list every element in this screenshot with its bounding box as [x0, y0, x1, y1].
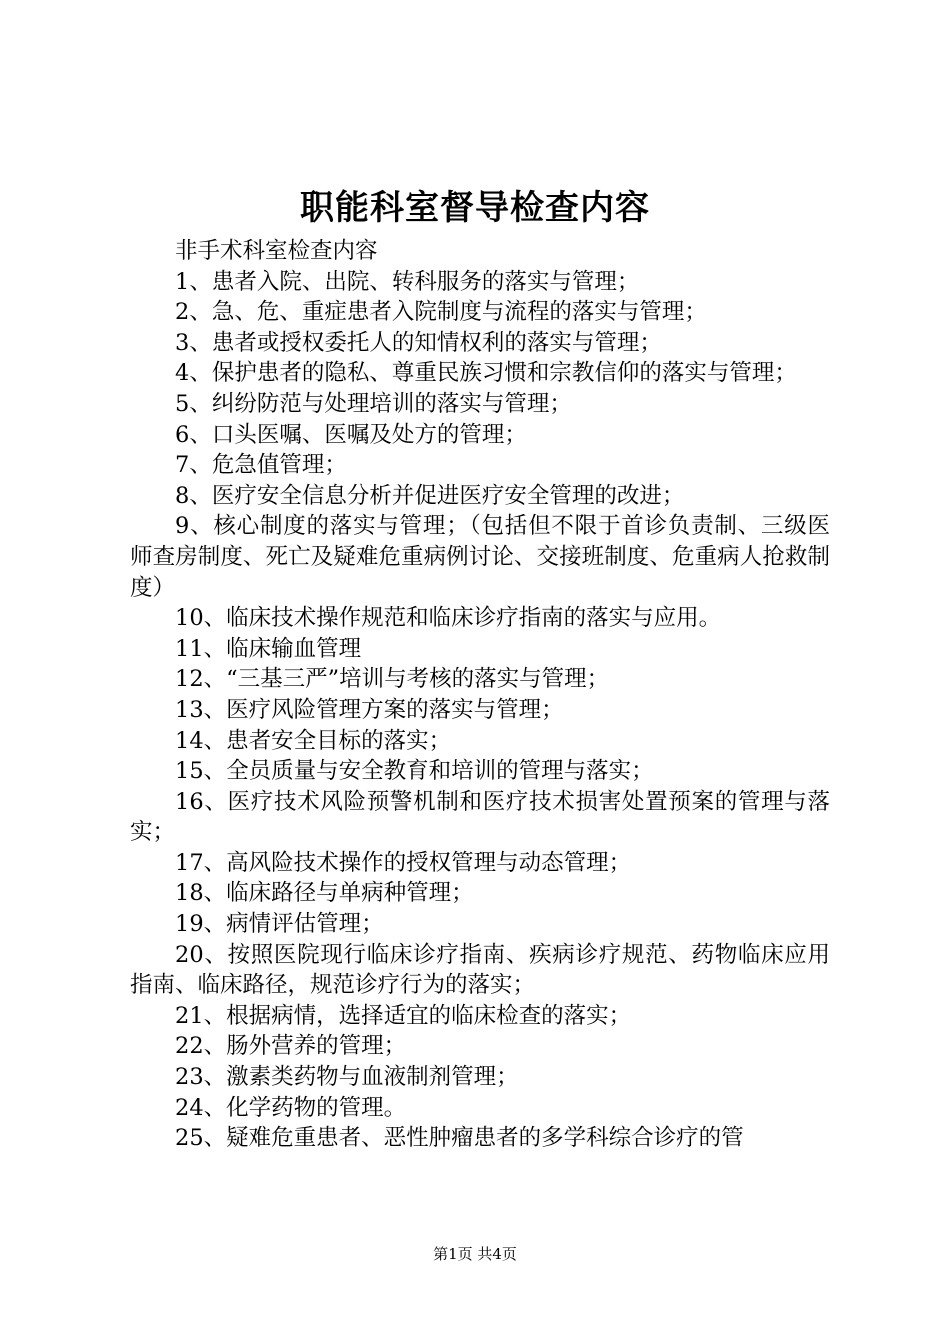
document-title: 职能科室督导检查内容	[300, 188, 650, 228]
list-item: 11、临床输血管理	[175, 635, 362, 662]
list-item: 18、临床路径与单病种管理；	[175, 880, 474, 907]
list-item: 12、“三基三严”培训与考核的落实与管理；	[175, 666, 610, 693]
list-item: 17、高风险技术操作的授权管理与动态管理；	[175, 849, 632, 876]
list-item: 8、医疗安全信息分析并促进医疗安全管理的改进；	[175, 482, 685, 509]
list-item: 2、急、危、重症患者入院制度与流程的落实与管理；	[175, 299, 707, 326]
page-footer: 第1页 共4页	[433, 1245, 517, 1263]
list-item: 15、全员质量与安全教育和培训的管理与落实；	[175, 758, 654, 785]
list-item: 10、临床技术操作规范和临床诊疗指南的落实与应用。	[175, 605, 722, 632]
list-item: 7、危急值管理；	[175, 452, 347, 479]
section-heading: 非手术科室检查内容	[175, 238, 378, 264]
list-item: 20、按照医院现行临床诊疗指南、疾病诊疗规范、药物临床应用指南、临床路径，规范诊疗行为的落实；	[130, 941, 830, 999]
list-item: 23、激素类药物与血液制剂管理；	[175, 1064, 519, 1091]
list-item: 14、患者安全目标的落实；	[175, 727, 452, 754]
list-item: 19、病情评估管理；	[175, 911, 384, 938]
list-item: 4、保护患者的隐私、尊重民族习惯和宗教信仰的落实与管理；	[175, 360, 797, 387]
list-item: 13、医疗风险管理方案的落实与管理；	[175, 696, 564, 723]
list-item: 3、患者或授权委托人的知情权利的落实与管理；	[175, 329, 662, 356]
document-body	[130, 236, 830, 1154]
list-item: 1、患者入院、出院、转科服务的落实与管理；	[175, 268, 640, 295]
list-item: 22、肠外营养的管理；	[175, 1033, 407, 1060]
list-item: 5、纠纷防范与处理培训的落实与管理；	[175, 390, 572, 417]
list-item: 21、根据病情，选择适宜的临床检查的落实；	[175, 1002, 632, 1029]
list-item: 25、疑难危重患者、恶性肿瘤患者的多学科综合诊疗的管	[175, 1125, 744, 1152]
list-item: 24、化学药物的管理。	[175, 1094, 407, 1121]
list-item: 16、医疗技术风险预警机制和医疗技术损害处置预案的管理与落实；	[130, 788, 830, 846]
list-item: 6、口头医嘱、医嘱及处方的管理；	[175, 421, 527, 448]
list-item: 9、核心制度的落实与管理；（包括但不限于首诊负责制、三级医师查房制度、死亡及疑难危重病例讨论、交接班制度、危重病人抢救制度）	[130, 513, 830, 601]
